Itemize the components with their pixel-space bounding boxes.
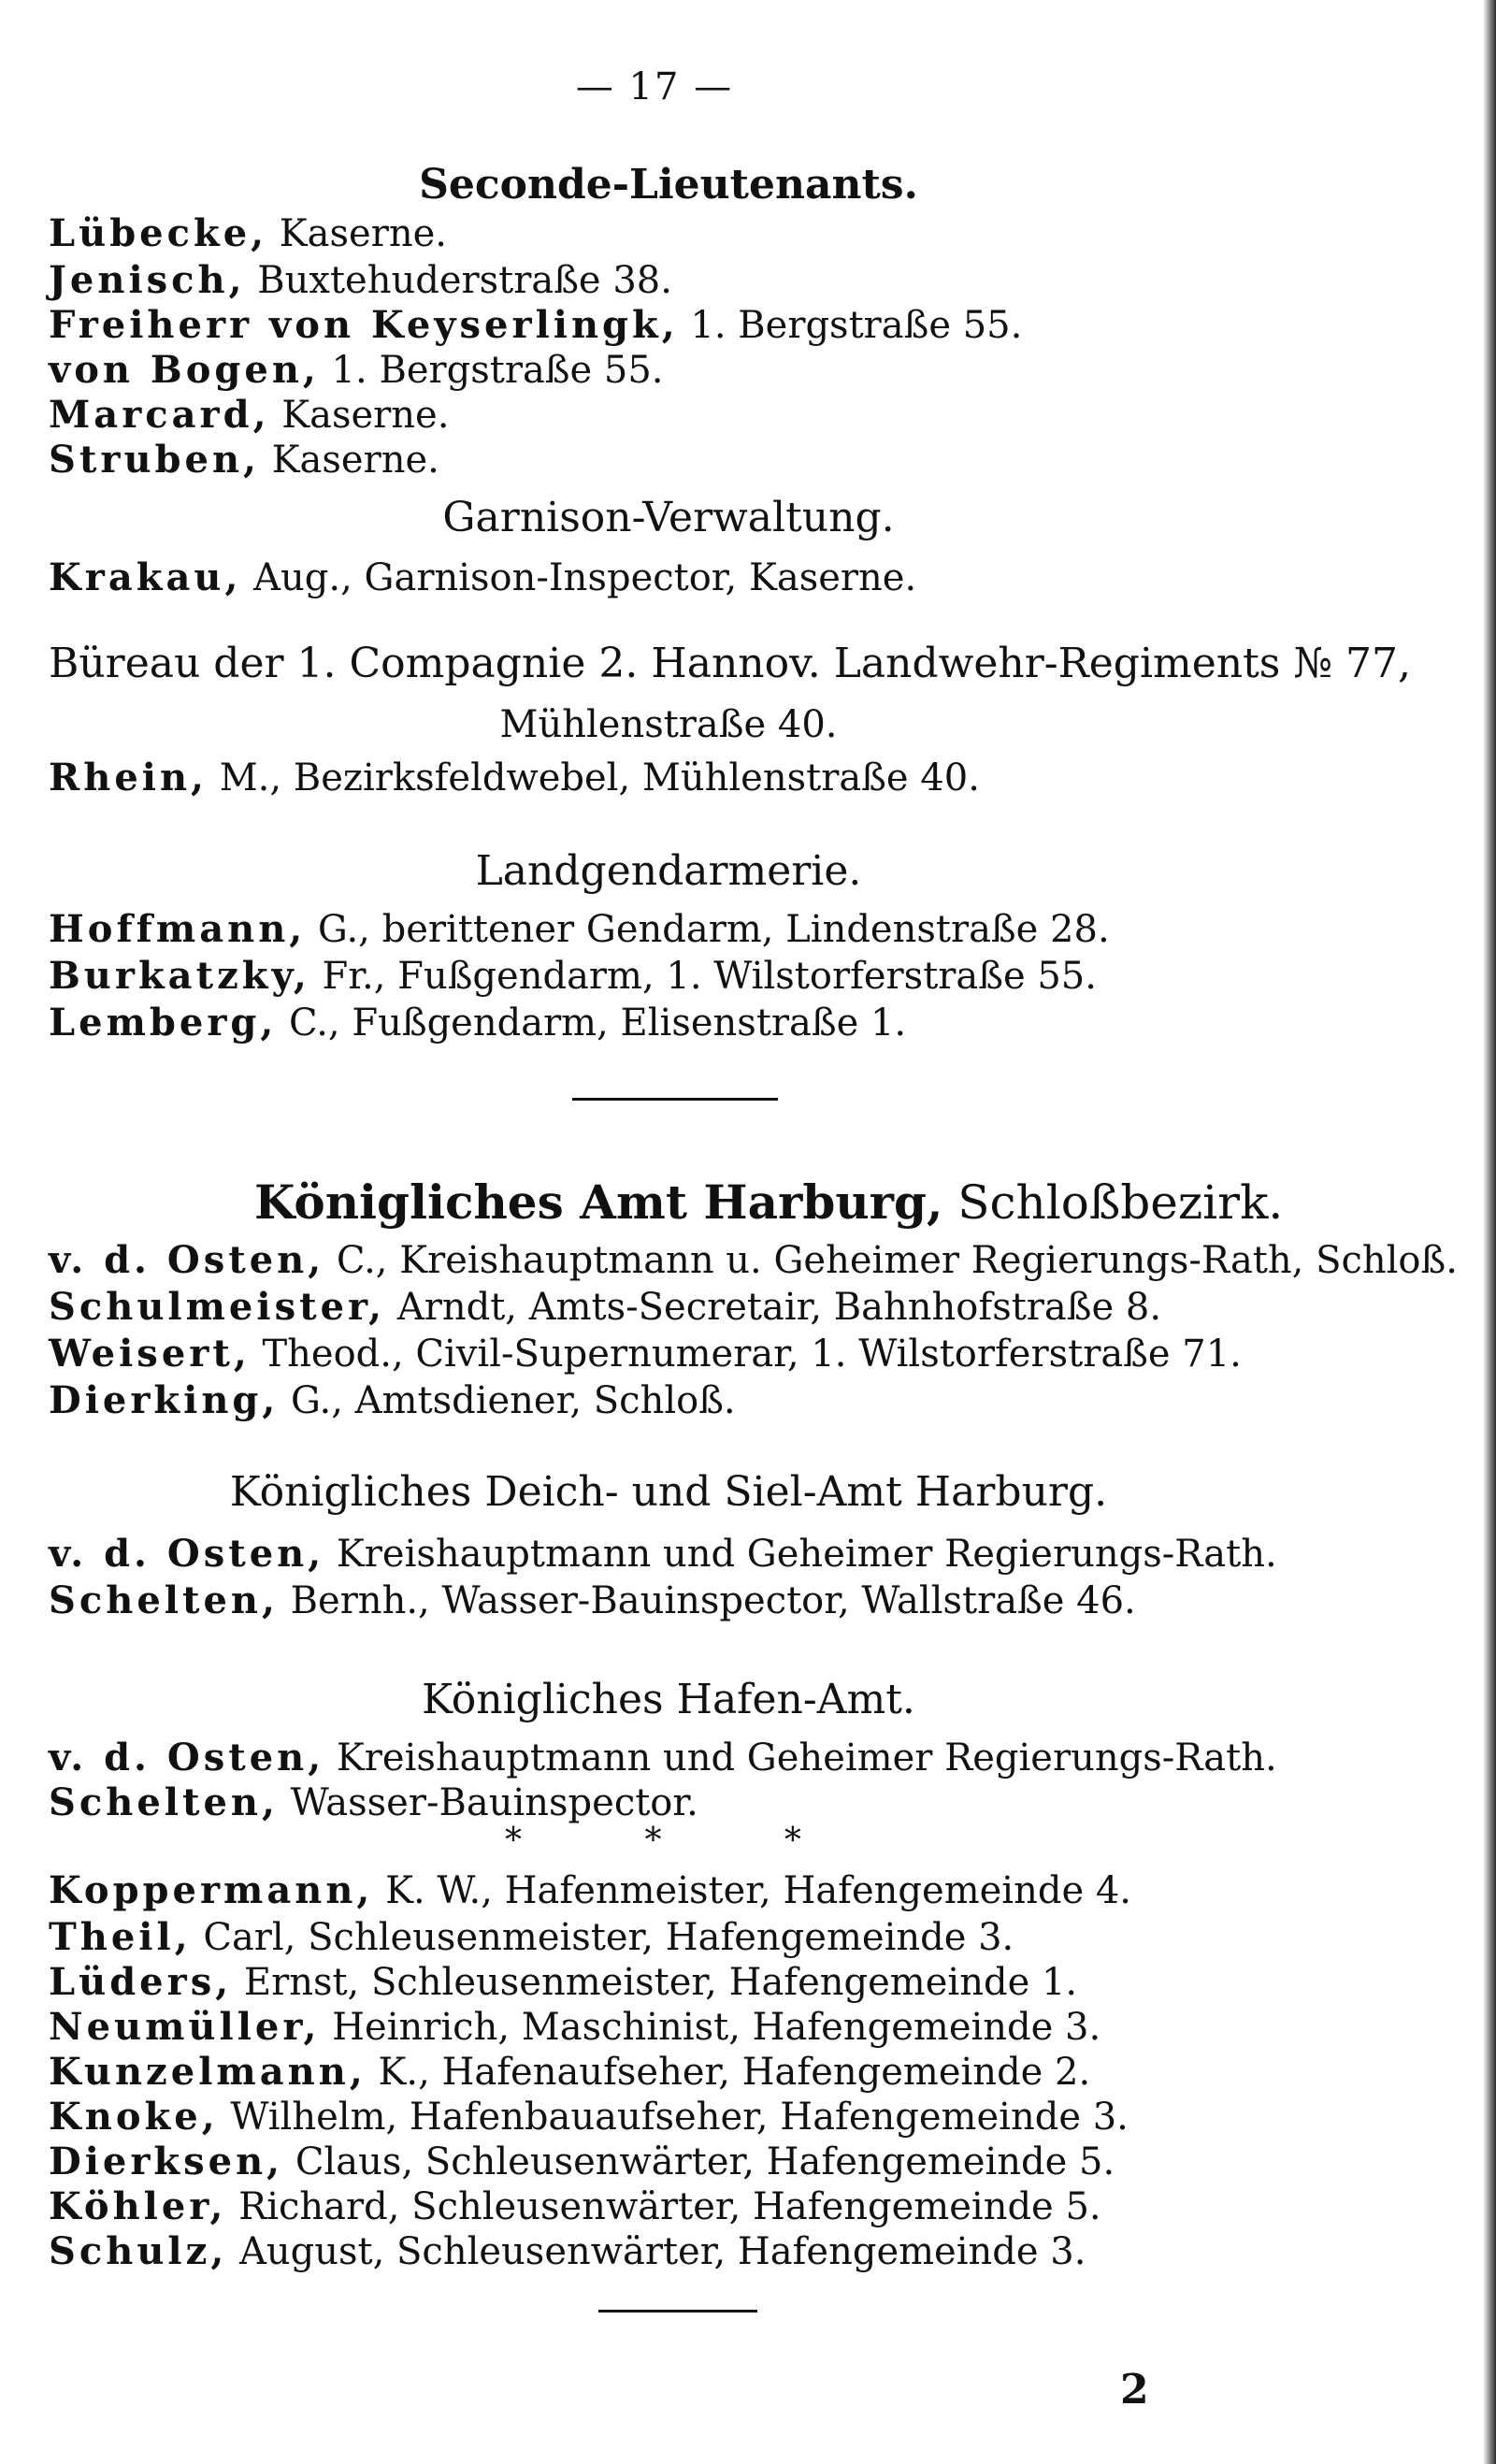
entry-line (49, 1917, 1014, 1958)
entry-name: Burkatzky, (49, 954, 310, 998)
amt-title-rest: Schloßbezirk. (942, 1175, 1284, 1230)
entry-name: Rhein, (49, 756, 208, 800)
entry-detail: G., Amtsdiener, Schloß. (279, 1379, 736, 1422)
entry-detail: Wasser-Bauinspector. (278, 1781, 698, 1824)
entry-line (49, 909, 1110, 950)
asterism-separator: * * * (505, 1822, 857, 1860)
entry-detail: Claus, Schleusenwärter, Hafengemeinde 5. (283, 2140, 1115, 2183)
entry-detail: Richard, Schleusenwärter, Hafengemeinde 5. (226, 2185, 1101, 2228)
entry-line (49, 1240, 1458, 1281)
section-divider (598, 2310, 757, 2313)
entry-name: Weisert, (49, 1332, 251, 1376)
entry-detail: Kaserne. (269, 394, 450, 437)
section-title-garnison: Garnison-Verwaltung. (442, 494, 895, 541)
entry-name: Hoffmann, (49, 907, 307, 951)
entry-detail: K. W., Hafenmeister, Hafengemeinde 4. (373, 1869, 1132, 1912)
entry-name: Schulz, (49, 2229, 228, 2273)
section-title-landgendarmerie: Landgendarmerie. (475, 847, 862, 895)
entry-line (49, 956, 1097, 997)
entry-line (49, 1870, 1131, 1911)
signature-mark: 2 (1120, 2366, 1149, 2414)
entry-line (49, 1380, 736, 1421)
entry-name: Dierking, (49, 1378, 280, 1422)
entry-name: Schelten, (49, 1578, 279, 1622)
entry-detail: Aug., Garnison-Inspector, Kaserne. (241, 556, 917, 599)
entry-line (49, 557, 916, 598)
entry-line (49, 1287, 1161, 1328)
entry-detail: August, Schleusenwärter, Hafengemeinde 3. (227, 2230, 1086, 2273)
entry-name: Koppermann, (49, 1868, 374, 1912)
entry-line (49, 1962, 1077, 2003)
entry-name: von Bogen, (49, 348, 320, 392)
entry-detail: Fr., Fußgendarm, 1. Wilstorferstraße 55. (309, 955, 1097, 998)
entry-line (49, 439, 439, 481)
section-title-deich: Königliches Deich- und Siel-Amt Harburg. (229, 1468, 1108, 1516)
entry-detail: G., berittener Gendarm, Lindenstraße 28. (306, 908, 1110, 951)
section-title-seconde: Seconde-Lieutenants. (419, 161, 918, 209)
entry-line (49, 350, 664, 391)
entry-detail: Buxtehuderstraße 38. (245, 259, 672, 302)
entry-name: Krakau, (49, 555, 242, 599)
entry-line (49, 2141, 1115, 2183)
entry-line (49, 213, 447, 254)
entry-name: Schelten, (49, 1780, 279, 1824)
entry-name: v. d. Osten, (49, 1736, 325, 1780)
entry-detail: Heinrich, Maschinist, Hafengemeinde 3. (320, 2006, 1101, 2049)
entry-name: Freiherr von Keyserlingk, (49, 303, 679, 347)
entry-detail: 1. Bergstraße 55. (678, 304, 1023, 347)
entry-detail: Arndt, Amts-Secretair, Bahnhofstraße 8. (385, 1286, 1162, 1329)
entry-name: Theil, (49, 1915, 192, 1959)
entry-line (49, 1782, 698, 1823)
entry-line (49, 2007, 1100, 2048)
entry-line (49, 2231, 1086, 2272)
entry-detail: Kreishauptmann und Geheimer Regierungs-Rath. (324, 1533, 1277, 1576)
entry-line (49, 305, 1022, 346)
entry-line (49, 1333, 1242, 1375)
entry-name: Kunzelmann, (49, 2050, 367, 2094)
entry-detail: Carl, Schleusenmeister, Hafengemeinde 3. (191, 1916, 1014, 1959)
entry-detail: C., Fußgendarm, Elisenstraße 1. (277, 1001, 907, 1045)
entry-detail: Kaserne. (259, 439, 439, 482)
entry-line (49, 2052, 1090, 2093)
page-edge-shadow (1483, 0, 1496, 2464)
entry-detail: Bernh., Wasser-Bauinspector, Wallstraße 46. (278, 1579, 1136, 1622)
entry-name: Neumüller, (49, 2005, 321, 2049)
entry-name: v. d. Osten, (49, 1238, 325, 1282)
entry-line (49, 2186, 1101, 2227)
entry-name: Lübecke, (49, 211, 268, 255)
entry-detail: Wilhelm, Hafenbauaufseher, Hafengemeinde 3. (218, 2096, 1129, 2139)
entry-line (49, 395, 449, 436)
entry-line (49, 1002, 906, 1044)
entry-name: Dierksen, (49, 2140, 284, 2183)
entry-line (49, 2097, 1129, 2138)
bureau-address: Mühlenstraße 40. (499, 703, 838, 746)
entry-detail: K., Hafenaufseher, Hafengemeinde 2. (366, 2051, 1091, 2094)
entry-line (49, 1534, 1277, 1575)
amt-title-bold: Königliches Amt Harburg, (254, 1174, 943, 1230)
entry-detail: C., Kreishauptmann u. Geheimer Regierungs-Rath, Schloß. (324, 1239, 1458, 1282)
section-title-hafen: Königliches Hafen-Amt. (422, 1676, 915, 1723)
entry-detail: Theod., Civil-Supernumerar, 1. Wilstorferstraße 71. (250, 1333, 1242, 1376)
entry-name: Jenisch, (49, 258, 246, 302)
entry-detail: 1. Bergstraße 55. (319, 349, 664, 392)
entry-detail: M., Bezirksfeldwebel, Mühlenstraße 40. (207, 756, 980, 800)
entry-name: Struben, (49, 438, 260, 482)
entry-name: v. d. Osten, (49, 1532, 325, 1576)
section-title-amt (254, 1176, 1283, 1229)
entry-name: Schulmeister, (49, 1285, 386, 1329)
entry-line (49, 757, 980, 799)
entry-name: Lemberg, (49, 1001, 278, 1045)
entry-detail: Ernst, Schleusenmeister, Hafengemeinde 1. (232, 1961, 1078, 2004)
section-title-bureau: Büreau der 1. Compagnie 2. Hannov. Landwehr-Regiments № 77, (49, 640, 1411, 687)
section-divider (572, 1098, 778, 1101)
entry-name: Köhler, (49, 2184, 227, 2228)
entry-name: Marcard, (49, 393, 270, 437)
entry-name: Lüders, (49, 1960, 233, 2004)
entry-line (49, 1580, 1136, 1621)
entry-detail: Kreishauptmann und Geheimer Regierungs-Rath. (324, 1736, 1277, 1780)
page-number: — 17 — (575, 65, 734, 108)
entry-line (49, 260, 672, 301)
entry-line (49, 1737, 1277, 1779)
entry-name: Knoke, (49, 2095, 219, 2139)
entry-detail: Kaserne. (267, 212, 447, 255)
